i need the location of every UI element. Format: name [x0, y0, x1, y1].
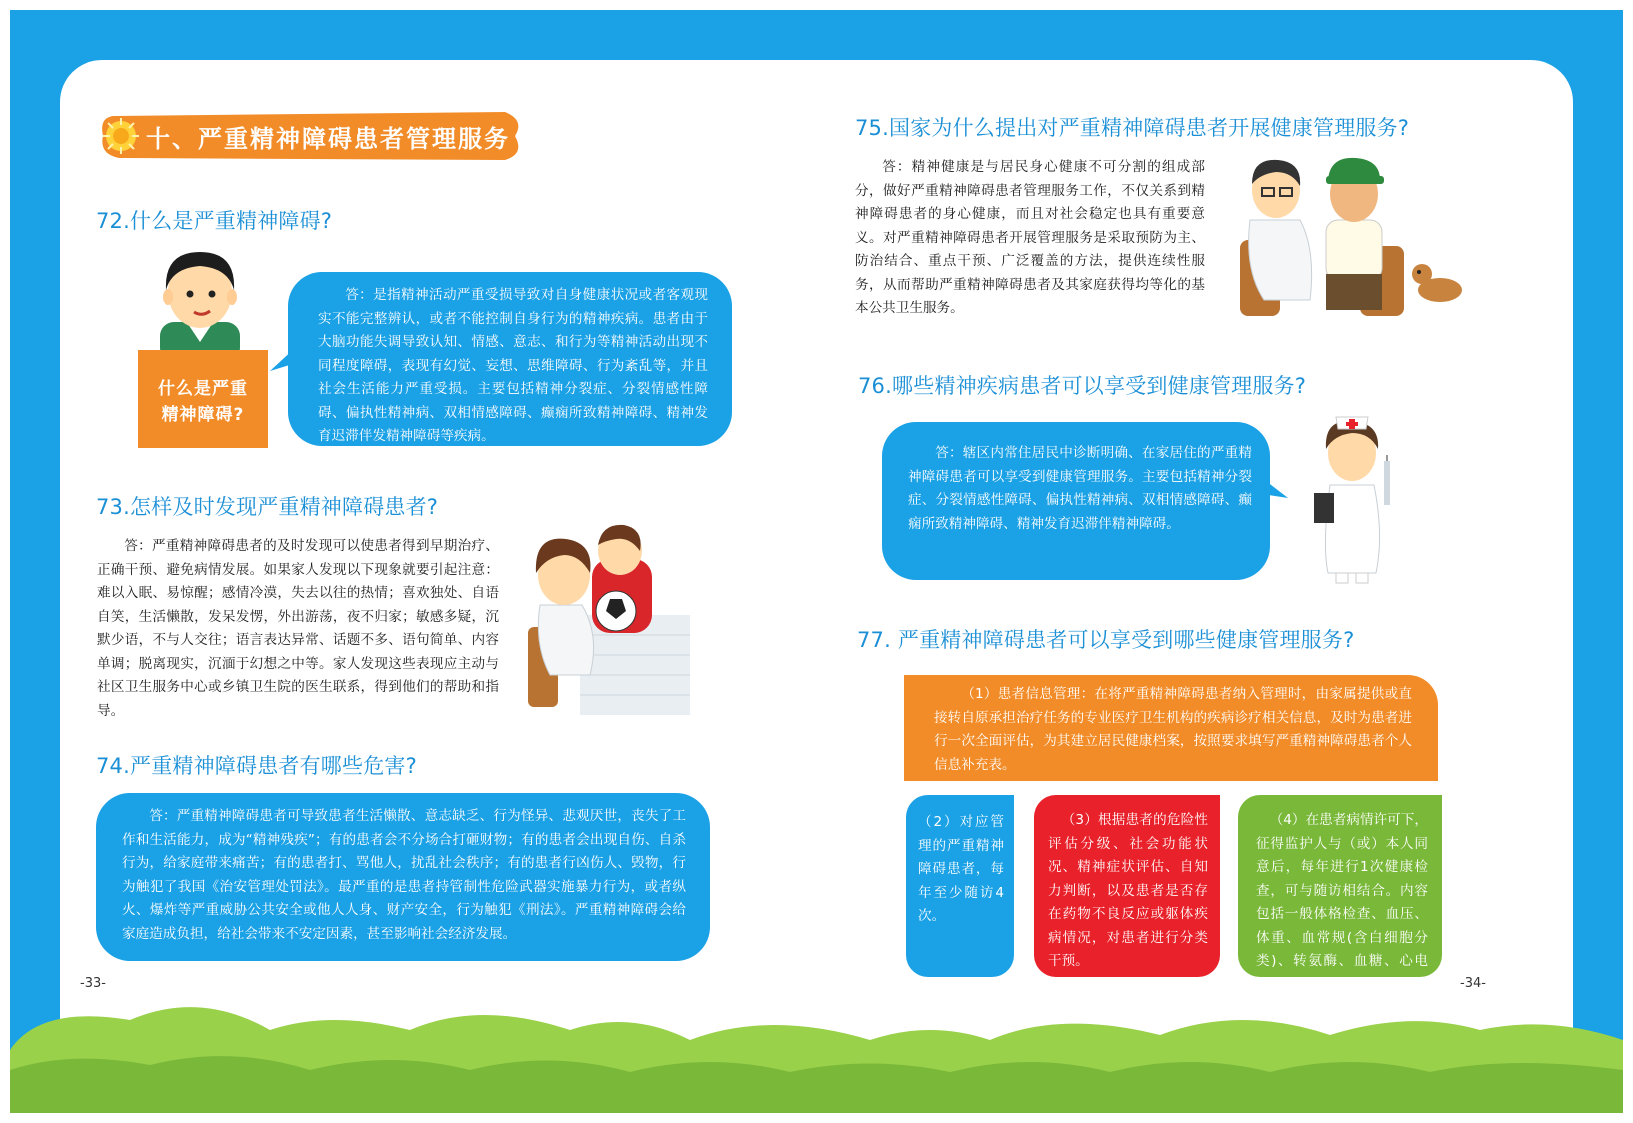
service-item-4 [1238, 795, 1442, 993]
question-76-title: 76.哪些精神疾病患者可以享受到健康管理服务? [858, 374, 1307, 398]
doctor-child-illustration [520, 515, 692, 717]
doctor-patient-illustration [1230, 150, 1470, 318]
answer-76-bubble [882, 422, 1270, 580]
service-item-3 [1034, 795, 1220, 977]
service-item-4-text: （4）在患者病情许可下，征得监护人与（或）本人同意后，每年进行1次健康检查，可与随访相结合。内容包括一般体格检查、血压、体重、血常规(含白细胞分类)、转氨酶、血糖、心电图。 [1256, 812, 1428, 993]
answer-75-text [855, 156, 1205, 321]
bubble-tail [1262, 474, 1288, 504]
service-item-2-text: （2）对应管理的严重精神障碍患者，每年至少随访4次。 [918, 814, 1004, 924]
question-75-title: 75.国家为什么提出对严重精神障碍患者开展健康管理服务? [855, 116, 1410, 140]
answer-72-bubble [288, 272, 732, 446]
answer-73-paragraph: 答：严重精神障碍患者的及时发现可以使患者得到早期治疗、正确干预、避免病情发展。如果家人发现以下现象就要引起注意：难以入眠、易惊醒；感情冷漠，失去以往的热情；喜欢独处、自语自笑，生活懒散，发呆发愣，外出游荡，夜不归家；敏感多疑，沉默少语，不与人交往；语言表达异常、话题不多、语句简单、内容单调；脱离现实，沉湎于幻想之中等。家人发现这些表现应主动与社区卫生服务中心或乡镇卫生院的医生联系，得到他们的帮助和指导。 [97, 538, 499, 719]
question-77-title: 77. 严重精神障碍患者可以享受到哪些健康管理服务? [857, 628, 1355, 652]
page-number-left: -33- [80, 976, 106, 991]
question-73-title: 73.怎样及时发现严重精神障碍患者? [96, 495, 439, 519]
sign-text: 什么是严重精神障碍? [158, 379, 248, 425]
page-number-right: -34- [1460, 976, 1486, 991]
answer-74-text: 答：严重精神障碍患者可导致患者生活懒散、意志缺乏、行为怪异、悲观厌世，丧失了工作和生活能力，成为“精神残疾”；有的患者会不分场合打砸财物；有的患者会出现自伤、自杀行为，给家庭带来痛苦；有的患者打、骂他人，扰乱社会秩序；有的患者行凶伤人、毁物，行为触犯了我国《治安管理处罚法》。最严重的是患者持管制性危险武器实施暴力行为，或者纵火、爆炸等严重威胁公共安全或他人人身、财产安全，行为触犯《刑法》。严重精神障碍会给家庭造成负担，给社会带来不安定因素，甚至影响社会经济发展。 [122, 808, 686, 942]
answer-72-text: 答：是指精神活动严重受损导致对自身健康状况或者客观现实不能完整辨认，或者不能控制自身行为的精神疾病。患者由于大脑功能失调导致认知、情感、意志、和行为等精神活动出现不同程度障碍，表现有幻觉、妄想、思维障碍、行为紊乱等，并且社会生活能力严重受损。主要包括精神分裂症、分裂情感性障碍、偏执性精神病、双相情感障碍、癫痫所致精神障碍、精神发育迟滞伴发精神障碍等疾病。 [318, 287, 708, 444]
answer-76-text: 答：辖区内常住居民中诊断明确、在家居住的严重精神障碍患者可以享受到健康管理服务。主要包括精神分裂症、分裂情感性障碍、偏执性精神病、双相情感障碍、癫痫所致精神障碍、精神发育迟滞伴精神障碍。 [908, 445, 1252, 532]
question-74-title: 74.严重精神障碍患者有哪些危害? [96, 754, 417, 778]
answer-75-paragraph: 答：精神健康是与居民身心健康不可分割的组成部分，做好严重精神障碍患者管理服务工作，不仅关系到精神障碍患者的身心健康，而且对社会稳定也具有重要意义。对严重精神障碍患者开展管理服务是采取预防为主、防治结合、重点干预、广泛覆盖的方法，提供连续性服务，从而帮助严重精神障碍患者及其家庭获得均等化的基本公共卫生服务。 [855, 159, 1205, 316]
answer-73-text [97, 535, 499, 723]
answer-74-bubble [96, 793, 710, 961]
bubble-tail [270, 345, 296, 373]
nurse-illustration [1300, 405, 1410, 585]
sun-icon [103, 118, 139, 154]
service-item-3-text: （3）根据患者的危险性评估分级、社会功能状况、精神症状评估、自知力判断，以及患者是否存在药物不良反应或躯体疾病情况，对患者进行分类干预。 [1048, 812, 1208, 969]
green-hills-decoration [10, 1000, 1623, 1113]
service-item-1-text: （1）患者信息管理：在将严重精神障碍患者纳入管理时，由家属提供或直接转自原承担治疗任务的专业医疗卫生机构的疾病诊疗相关信息，及时为患者进行一次全面评估，为其建立居民健康档案，按照要求填写严重精神障碍患者个人信息补充表。 [934, 686, 1412, 773]
service-item-1 [904, 675, 1438, 781]
section-title: 十、严重精神障碍患者管理服务 [146, 125, 510, 153]
doctor-illustration [150, 242, 250, 362]
question-72-title: 72.什么是严重精神障碍? [96, 209, 333, 233]
service-item-2 [906, 795, 1014, 977]
question-sign [138, 350, 268, 448]
